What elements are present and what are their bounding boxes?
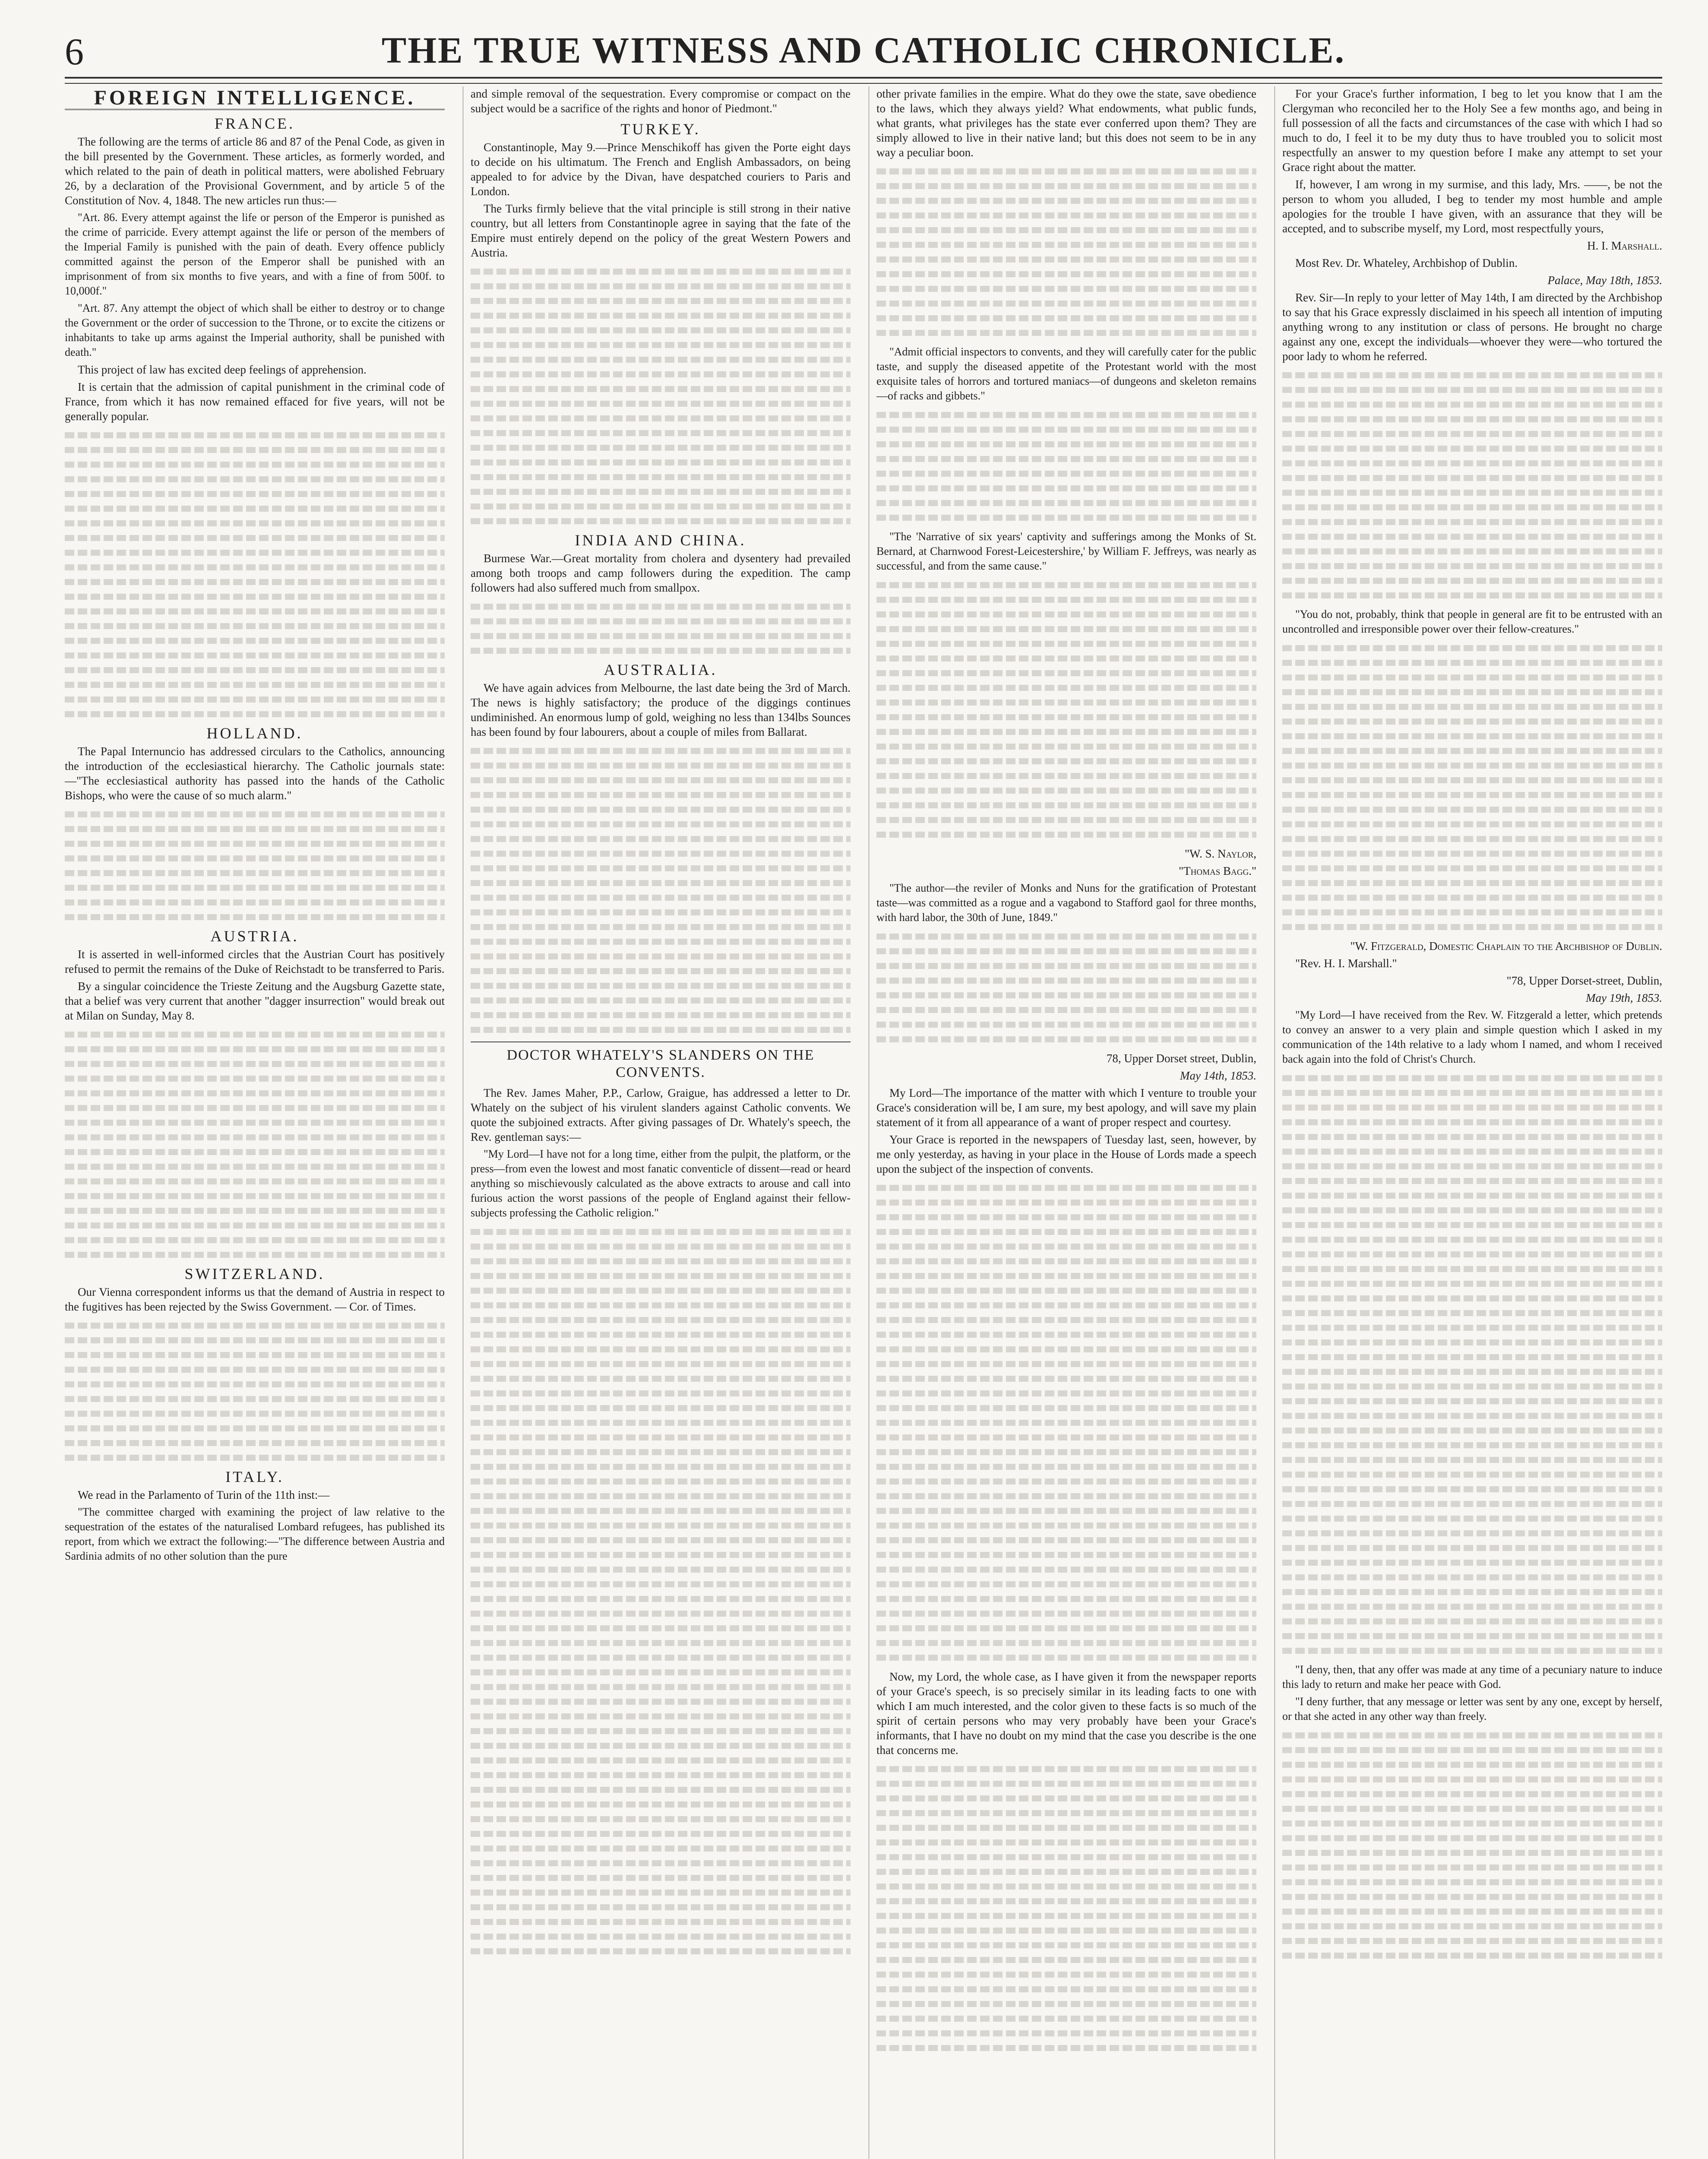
text-lines (471, 604, 851, 654)
text-lines (876, 1185, 1256, 1661)
paragraph: and simple removal of the sequestration. Every compromise or compact on the subject would be a sacrifice of the rights and honor of Piedmont." (471, 87, 851, 115)
text-lines (65, 811, 445, 920)
paragraph: If, however, I am wrong in my surmise, and this lady, Mrs. ——, be not the person to whom you alluded, I beg to tender my most humble and ample apologies for the trouble I have given, with an assurance that they will be accepted, and to subscribe myself, my Lord, most respectfully yours, (1282, 178, 1662, 235)
paragraph: "Art. 87. Any attempt the object of which shall be either to destroy or to change the Government or the order of succession to the Throne, or to excite the citizens or inhabitants to take up arms against the Imperial authority, shall be punished with death." (65, 302, 445, 358)
paragraph: "Art. 86. Every attempt against the life or person of the Emperor is punished as the crime of parricide. Every attempt against the life or person of the members of the Imperial Family is punished with the pain of death. Every offence publicly committed against the person of the Emperor shall be punished with an imprisonment of from six months to five years, and with a fine of from 500f. to 10,000f." (65, 211, 445, 297)
paragraph: We have again advices from Melbourne, the last date being the 3rd of March. The news is highly satisfactory; the produce of the diggings continues undiminished. An enormous lump of gold, weighing no less than 134lbs Sounces has been found by four labourers, about a couple of miles from Ballarat. (471, 681, 851, 738)
heading-australia: AUSTRALIA. (604, 661, 718, 678)
text-lines (1282, 645, 1662, 930)
text-lines (1282, 1732, 1662, 1959)
masthead-rule (65, 77, 1662, 84)
signature: H. I. Marshall. (1587, 239, 1662, 252)
letter-date: May 14th, 1853. (1180, 1069, 1256, 1082)
text-lines (65, 1032, 445, 1258)
heading-india-china: INDIA AND CHINA. (575, 532, 746, 549)
paragraph: The Turks firmly believe that the vital principle is still strong in their native country, but all letters from Constantinople agree in saying that the fate of the Empire must entirely depend on the policy of the great Western Powers and Austria. (471, 202, 851, 259)
text-lines (471, 1229, 851, 1954)
paragraph: "The committee charged with examining the project of law relative to the sequestration of the estates of the naturalised Lombard refugees, has published its report, from which we extract the following:—"The difference between Austria and Sardinia admits of no other solution than the pure (65, 1506, 445, 1562)
paragraph: Now, my Lord, the whole case, as I have given it from the newspaper reports of your Grace's speech, is so precisely similar in its leading facts to one with which I am much interested, and the color given to these facts is so much of the spirit of certain persons who may very probably have been your Grace's informants, that I have no doubt on my mind that the case you describe is the one that concerns me. (876, 1670, 1256, 1757)
paragraph: "You do not, probably, think that people in general are fit to be entrusted with an uncontrolled and irresponsible power over their fellow-creatures." (1282, 608, 1662, 635)
column-4 (1282, 86, 1662, 2159)
text-lines (1282, 1075, 1662, 1654)
paragraph: "I deny further, that any message or letter was sent by any one, except by herself, or that she acted in any other way than freely. (1282, 1695, 1662, 1722)
heading-turkey: TURKEY. (620, 120, 701, 138)
paragraph: "I deny, then, that any offer was made at any time of a pecuniary nature to induce this lady to return and make her peace with God. (1282, 1663, 1662, 1690)
text-lines (876, 582, 1256, 838)
paragraph: Our Vienna correspondent informs us that the demand of Austria in respect to the fugitives has been rejected by the Swiss Government. — Cor. of Times. (65, 1285, 445, 1313)
paragraph: "The author—the reviler of Monks and Nuns for the gratification of Protestant taste—was committed as a rogue and a vagabond to Stafford gaol for three months, with hard labor, the 30th of June, 1849." (876, 882, 1256, 924)
text-lines (876, 168, 1256, 336)
heading-austria: AUSTRIA. (210, 928, 299, 945)
text-lines (1282, 372, 1662, 598)
column-1 (65, 86, 445, 2159)
paragraph: other private families in the empire. What do they owe the state, save obedience to the laws, which they always yield? What endowments, what public funds, what grants, what privileges has the state ever conferred upon them? They are simply allowed to live in their native land; but this does not seem to be in any way a peculiar boon. (876, 87, 1256, 159)
addressee: "Rev. H. I. Marshall." (1295, 957, 1397, 970)
column-3 (876, 86, 1256, 2159)
section-heading: FOREIGN INTELLIGENCE. (65, 91, 445, 110)
signature: "W. S. Naylor, (1185, 847, 1256, 860)
paragraph: "The 'Narrative of six years' captivity and sufferings among the Monks of St. Bernard, at Charnwood Forest-Leicestershire,' by William F. Jeffreys, was nearly as successful, and from the same cause." (876, 530, 1256, 572)
letter-address: "78, Upper Dorset-street, Dublin, (1506, 974, 1662, 987)
addressee: Most Rev. Dr. Whateley, Archbishop of Dublin. (1295, 256, 1518, 269)
page-number: 6 (65, 31, 84, 73)
paragraph: Your Grace is reported in the newspapers of Tuesday last, seen, however, by me only yesterday, as having in your place in the House of Lords made a speech upon the subject of the inspection of convents. (876, 1133, 1256, 1175)
paragraph: My Lord—The importance of the matter with which I venture to trouble your Grace's consideration will be, I am sure, my best apology, and will save my plain statement of it from all appearance of a want of proper respect and courtesy. (876, 1086, 1256, 1129)
letter-address: 78, Upper Dorset street, Dublin, (1106, 1052, 1256, 1065)
text-lines (876, 412, 1256, 521)
signature: "W. Fitzgerald, Domestic Chaplain to the Archbishop of Dublin. (1350, 940, 1662, 953)
paragraph: For your Grace's further information, I beg to let you know that I am the Clergyman who reconciled her to the Holy See a few months ago, and being in full possession of all the facts and circumstances of the case with which I had so much to do, I feel it to be my duty thus to have troubled you to solicit most respectfully an answer to my question before I make any attempt to set your Grace right about the matter. (1282, 87, 1662, 174)
paragraph: By a singular coincidence the Trieste Zeitung and the Augsburg Gazette state, that a belief was very current that another "dagger insurrection" would break out at Milan on Sunday, May 8. (65, 980, 445, 1022)
text-lines (471, 269, 851, 524)
text-lines (876, 934, 1256, 1042)
signature: "Thomas Bagg." (1179, 864, 1256, 877)
column-2 (471, 86, 851, 2159)
heading-holland: HOLLAND. (206, 725, 303, 742)
paragraph: "My Lord—I have not for a long time, either from the pulpit, the platform, or the press—from even the lowest and most fanatic conventicle of dissent—read or heard anything so mischievously calculated as the above extracts to arouse and call into furious action the worst passions of the people of England against their fellow-subjects professing the Catholic religion." (471, 1148, 851, 1219)
paragraph: "Admit official inspectors to convents, and they will carefully cater for the public taste, and supply the diseased appetite of the Protestant world with the most exquisite tales of horrors and tortured maniacs—of dungeons and skeleton remains—of racks and gibbets." (876, 345, 1256, 402)
paragraph: Burmese War.—Great mortality from cholera and dysentery had prevailed among both troops and camp followers during the expedition. The camp followers had also suffered much from smallpox. (471, 552, 851, 594)
paragraph: "My Lord—I have received from the Rev. W. Fitzgerald a letter, which pretends to convey an answer to a very plain and simple question which I asked in my communication of the 14th relative to a lady whom I named, and whom I received back again into the fold of Christ's Church. (1282, 1009, 1662, 1065)
text-lines (65, 1323, 445, 1461)
paragraph: This project of law has excited deep feelings of apprehension. (78, 363, 367, 376)
article-headline: DOCTOR WHATELY'S SLANDERS ON THE CONVENTS. (471, 1042, 851, 1081)
heading-france: FRANCE. (214, 115, 295, 132)
masthead (65, 26, 1662, 73)
text-lines (876, 1766, 1256, 2051)
paragraph: Rev. Sir—In reply to your letter of May 14th, I am directed by the Archbishop to say that his Grace expressly disclaimed in his speech all intention of imputing anything wrong to any institution or class of persons. He brought no charge against any one, except the individuals—whoever they were—who tortured the poor lady to whom he referred. (1282, 291, 1662, 363)
paragraph: Constantinople, May 9.—Prince Menschikoff has given the Porte eight days to decide on his ultimatum. The French and English Ambassadors, on being appealed to for advice by the Divan, have despatched couriers to Paris and London. (471, 141, 851, 198)
paragraph: The Rev. James Maher, P.P., Carlow, Graigue, has addressed a letter to Dr. Whately on the subject of his virulent slanders against Catholic convents. We quote the subjoined extracts. After giving passages of Dr. Whately's speech, the Rev. gentleman says:— (471, 1086, 851, 1143)
letter-date: Palace, May 18th, 1853. (1547, 274, 1662, 287)
page-columns (65, 86, 1662, 2159)
paragraph: It is certain that the admission of capital punishment in the criminal code of France, from which it has now remained effaced for five years, will not be generally popular. (65, 380, 445, 423)
heading-italy: ITALY. (225, 1468, 284, 1485)
heading-switzerland: SWITZERLAND. (184, 1265, 325, 1282)
text-lines (471, 748, 851, 1033)
letter-date: May 19th, 1853. (1586, 991, 1662, 1004)
paragraph: We read in the Parlamento of Turin of the 11th inst:— (78, 1488, 330, 1501)
paragraph: The Papal Internuncio has addressed circulars to the Catholics, announcing the introduction of the ecclesiastical hierarchy. The Catholic journals state:—"The ecclesiastical authority has passed into the hands of the Catholic Bishops, who were the cause of so much alarm." (65, 745, 445, 802)
text-lines (65, 432, 445, 717)
newspaper-title: THE TRUE WITNESS AND CATHOLIC CHRONICLE. (381, 29, 1346, 71)
paragraph: It is asserted in well-informed circles that the Austrian Court has positively refused to permit the remains of the Duke of Reichstadt to be transferred to Paris. (65, 948, 445, 975)
paragraph: The following are the terms of article 86 and 87 of the Penal Code, as given in the bill presented by the Government. These articles, as formerly worded, and which related to the pain of death in political matters, were abolished February 26, by a declaration of the Provisional Government, and by article 5 of the Constitution of Nov. 4, 1848. The new articles run thus:— (65, 135, 445, 207)
